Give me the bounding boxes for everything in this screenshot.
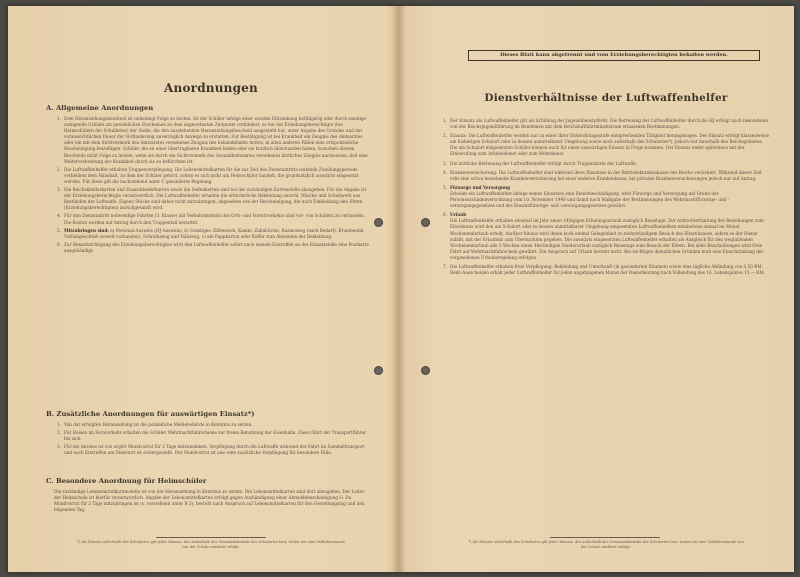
- page-title-anordnungen: Anordnungen: [164, 81, 258, 95]
- detach-notice: Dieses Blatt kann abgetrennt und vom Erziehungsberechtigten behalten werden.: [468, 50, 760, 61]
- footnote-divider: [550, 537, 660, 538]
- list-item: 3. Die ärztliche Betreuung der Luftwaffenhelfer erfolgt durch Truppenärzte der Luftwaffe.: [443, 160, 638, 166]
- page-title-dienstverhaeltnisse: Dienstverhältnisse der Luftwaffenhelfer: [484, 92, 728, 104]
- section-heading-c: C. Besondere Anordnung für Heimschüler: [46, 477, 207, 485]
- left-page: [46, 6, 376, 572]
- list-item: 5. Fürsorge und Versorgung Erleidet ein Luftwaffenhelfer infolge seines Einsatzes eine Dienstbeschädigung, wird Fürsorge und Versorgung auf Grund der Personenschädenverordnung vom 10. November 1940 und damit nach Maßgabe der Bestimmungen des Wehrmachtfürsorge- und -versorgungsgesetzes und des Einsatzfürsorge- und -versorgungsgesetzes gewährt.: [443, 184, 730, 209]
- section-b-items: [54, 422, 372, 456]
- right-items: [440, 118, 770, 276]
- punch-hole-right-top: [421, 218, 430, 227]
- center-fold: [392, 6, 406, 572]
- list-item: 1. Der Einsatz als Luftwaffenhelfer gilt als Erfüllung der Jugenddienstpflicht. Die Betreuung der Luftwaffenhelfer durch die HJ erfolgt nach besonderen von der Reichsjugendführung im Benehmen mit dem Reichsluftfahrtministerium erlassenen Bestimmungen.: [443, 118, 768, 130]
- list-item: 7. Die Luftwaffenhelfer erhalten freie Verpflegung, Bekleidung und Unterkunft (in gesonderten Räumen) sowie eine tägliche Abfindung von 0,50 RM. Beim Ausscheiden erhält jeder Luftwaffenhelfer für jeden angefangenen Monat der Dienstleistung nach Vollendung des 16. Lebensjahres 15,— RM.: [443, 263, 765, 276]
- list-item: 6. Urlaub Die Luftwaffenhelfer erhalten zweimal im Jahr einen 14tägigen Erholungsurlaub zuzüglich Reisetage. Zur Aufrechterhaltung der Beziehungen zum Elternhaus wird den am Schulort oder in dessen unmittelbarer Umgebung eingesetzten Luftwaffenhelfern mindestens einmal im Monat Wochenendurlaub erteilt, darüber hinaus wird ihnen noch einmal Gelegenheit zu mehrstündigem Besuch des Elternhauses, sofern es der Dienst zuläßt, mit der Erlaubnis zum Übernachten gegeben. Die auswärts eingesetzten Luftwaffenhelfer erhalten als Ausgleich für den wegfallenden Wochenendurlaub alle 5 Wochen einen 48stündigen Sonderurlaub zuzüglich Reisetage zum Besuch der Eltern. Bei allen Beurlaubungen wird freie Fahrt auf Wehrmachtfahrschein gewährt. Ein Anspruch auf Urlaub besteht nicht. Bei wichtigen dienstlichen Gründen muß eine Einschränkung der vorgesehenen Urlaubsregelung erfolgen.: [443, 212, 764, 260]
- section-a-items: [54, 116, 372, 254]
- section-heading-a: A. Allgemeine Anordnungen: [46, 104, 154, 112]
- footnote: *) Als Einsatz außerhalb des Schulortes gilt jeder Einsatz, der außerhalb des Gemeindebezirks des Schulortes bzw. weiter als eine Verkehrsstunde von der Schule entfernt erfolgt.: [77, 540, 345, 549]
- list-item: 2. Für Reisen im Fernverkehr erhalten die Schüler Wehrmachtfahrscheine zur freien Benutzung der Eisenbahn. Diese führt der Transportführer bei sich.: [57, 430, 367, 442]
- section-c-text: Die zuständige Lebensmittelkartenstelle ist von der Heranziehung in Kenntnis zu setzen. Die Lebensmittelkarten sind dort abzugeben. Der Leiter der Heimschule ist hierfür verantwortlich. Abgabe der Lebensmittelkarten erfolgt gegen Aushändigung einer Abmeldebescheinigung G. Da Mundvorrat für 2 Tage mitzubringen ist (s. vorstehend unter B 3), besteht nach Anspruch auf Lebensmittelkarten für den Gestellungstag und den folgenden Tag.: [54, 489, 365, 513]
- list-item: 4. Für den Dienstantritt notwendige Fahrten (3. Klasse) mit Verkehrsmitteln des Orts- und Vorortverkehrs sind vor- von Schülern zu vermeiden. Die Kosten werden auf Antrag durch den Truppenteil erstattet.: [57, 213, 366, 225]
- list-item: 2. Einsatz: Die Luftwaffenhelfer werden nur zu einer ihrer Entwicklungsstufe entsprechenden Tätigkeit herangezogen. Der Einsatz erfolgt klassenweise am bisherigen Schulort oder in dessen unmittelbarer Umgebung sowie auch außerhalb des Schulortes*), jedoch nur innerhalb des Reichsgebietes. Die am Schulort eingesetzten Schüler können auch für einen auswärtigen Einsatz in Frage kommen. Der Einsatz endet spätestens mit der Einberufung zum Arbeitsdienst oder zum Wehrdienst.: [443, 133, 769, 157]
- list-item: 3. Die Reichskleiderkarten und Zusatzkleiderkarten sowie die Seifenkarten sind bei der zuständigen Kartenstelle abzugeben. Für die Abgabe ist der Erziehungsberechtigte verantwortlich. Die Luftwaffenhelfer erhalten die erforderliche Bekleidung einschl. Wäsche und Schuhwerk aus Beständen der Luftwaffe. Eigene Stücke sind daher nicht mitzubringen, abgesehen von der Bescheinigung, die nach Einkleidung den Eltern (Erziehungsberechtigten) zurückgesandt wird.: [57, 187, 367, 211]
- footnote-divider: [156, 537, 266, 538]
- list-item: 5. Mitzubringen sind: a) Personal-Ausweis (HJ-Ausweis), b) Sonstiges: Eßbesteck, Kamm, Zahnbürste, Rasierzeug (nach Bedarf), Brustbeutel, Vorhängeschloß (soweit vorhanden), Schreibzeug und Nähzeug. c) ein Pappkarton oder Koffer zum Absenden der Bekleidung.: [57, 227, 365, 239]
- list-item: 4. Krankenversicherung: Die Luftwaffenhelfer sind während ihres Einsatzes in der Betriebskrankenkasse des Reichs versichert. Während dieser Zeit ruht eine schon bestehende Krankenversicherung bei einer anderen Krankenkasse, bei privaten Krankenversicherungen jedoch nur auf Antrag.: [443, 169, 762, 181]
- list-item: 6. Zur Benachrichtigung des Erziehungsberechtigten wird den Luftwaffenhelfer sofort nach seinem Eintreffen an der Einsatzstelle eine Postkarte ausgehändigt.: [57, 241, 369, 253]
- list-item: 1. Dem Heranziehungsbescheid ist unbedingt Folge zu leisten. Ist der Schüler infolge einer ernsten Erkrankung bettlägerig oder durch sonstige zwingende Gründe am persönlichen Erscheinen zu dem angeordneten Zeitpunkt verhindert, so hat der Erziehungsberechtigte (bei Heimschülern der Schulleiter) der Stelle, die den ausstehenden Heranziehungsbescheid ausgestellt hat, unter Angabe des Grundes und der voraussichtlichen Dauer der Verhinderung unverzüglich Anzeige zu erstatten. Zur Bestätigung ist bei Krankheit ein Zeugnis des Amtsarztes oder ein mit dem Sichtvermerk des Amtsarztes versehenes Zeugnis des behandelnden Arztes, in allen anderen Fällen eine ortspolizeiliche Bescheinigung beizufügen. Schüler, die an einer übertragbaren Krankheit leiden oder sie kürzlich überstanden haben, brauchen diesem Bescheide nicht Folge zu leisten, wenn sie durch ein Sichtvermerk des Gesundheitsamtes versehenes ärztliches Zeugnis nachweisen, daß eine Weiterverbreitung der Krankheit durch sie zu befürchten ist.: [57, 116, 368, 164]
- right-page: [438, 6, 774, 572]
- list-item: 1. Von der erfolgten Heranziehung ist die polizeiliche Meldebehörde in Kenntnis zu setzen.: [57, 422, 253, 427]
- footnote: *) Als Einsatz außerhalb des Schulortes gilt jeder Einsatz, der außerhalb des Gemeindebezirks des Schulortes bzw. weiter als eine Verkehrsstunde von der Schule entfernt erfolgt.: [468, 540, 744, 549]
- list-item: 2. Die Luftwaffenhelfer erhalten Truppenverpflegung. Die Lebensmittelkarten für die zur Zeit des Dienstantritts laufende Zuteilungsperiode verbleiben dem Haushalt, zu dem der Schüler gehört, sofern es sich nicht um Heimschüler handelt, die grundsätzlich auswärts eingesetzt werden. Für diese gilt die nachstehend unter C gesonderte Regelung.: [57, 166, 359, 184]
- section-heading-b: B. Zusätzliche Anordnungen für auswärtigen Einsatz*): [46, 410, 255, 418]
- punch-hole-right-bottom: [421, 366, 430, 375]
- document-spread: [8, 6, 794, 572]
- list-item: 3. Für die Anreise ist von ergibt Mundvorrat für 2 Tage mitzunehmen. Verpflegung durch die Luftwaffe während der Fahrt im Sammeltransport und nach Eintreffen am Dienstort ist sichergestellt. Der Mundvorrat ist also eine zusätzliche Verpflegung für besondere Fälle.: [57, 444, 365, 456]
